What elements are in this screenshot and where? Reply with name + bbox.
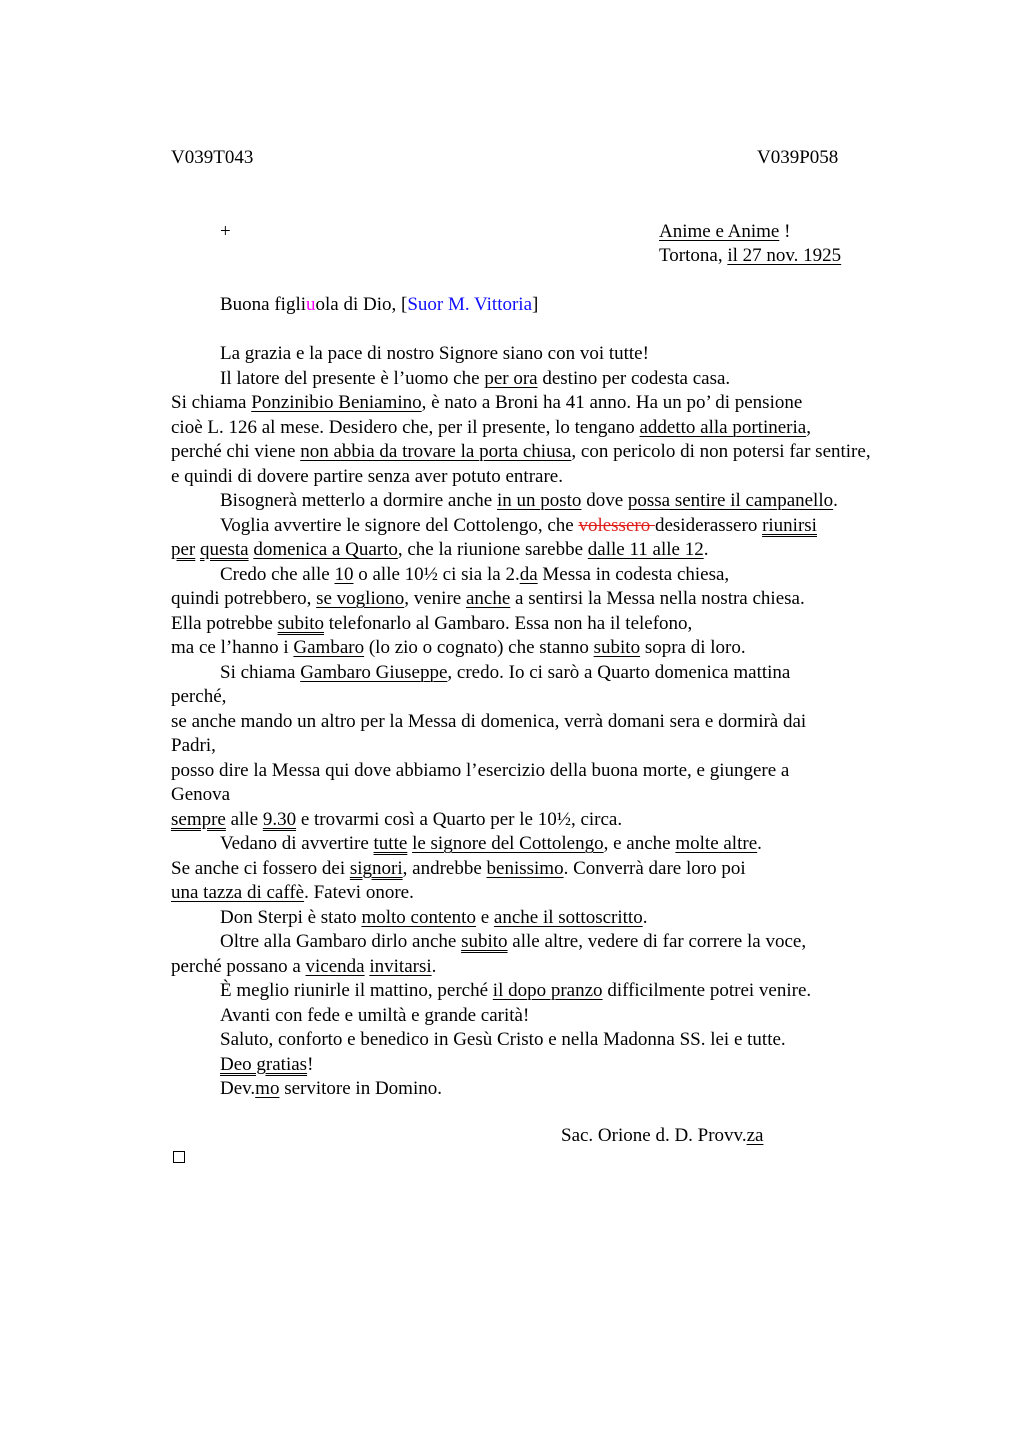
motto: Anime e Anime !	[659, 221, 791, 242]
text-line: Vedano di avvertire tutte le signore del Cottolengo, e anche molte altre.	[220, 833, 762, 854]
text-line: Padri,	[171, 735, 216, 756]
text-line: Bisognerà metterlo a dormire anche in un posto dove possa sentire il campanello.	[220, 490, 838, 511]
text-line: posso dire la Messa qui dove abbiamo l’esercizio della buona morte, e giungere a	[171, 759, 790, 781]
editorial-insertion: u	[306, 294, 316, 315]
text-line: Oltre alla Gambaro dirlo anche subito alle altre, vedere di far correre la voce,	[220, 931, 807, 952]
text-line: Il latore del presente è l’uomo che per ora destino per codesta casa.	[220, 367, 731, 389]
text-line: ma ce l’hanno i Gambaro (lo zio o cognato) che stanno subito sopra di loro.	[171, 637, 746, 658]
text-line: cioè L. 126 al mese. Desidero che, per il presente, lo tengano addetto alla portineria,	[171, 416, 811, 438]
text-line: Credo che alle 10 o alle 10½ ci sia la 2.da Messa in codesta chiesa,	[220, 563, 730, 585]
text-line: Dev.mo servitore in Domino.	[220, 1078, 442, 1099]
text-line: Ella potrebbe subito telefonarlo al Gambaro. Essa non ha il telefono,	[171, 612, 693, 634]
cross-mark: +	[220, 221, 231, 242]
text-line: una tazza di caffè. Fatevi onore.	[171, 882, 414, 903]
text-line: Si chiama Ponzinibio Beniamino, è nato a Broni ha 41 anno. Ha un po’ di pensione	[171, 392, 803, 413]
end-mark-square-icon	[173, 1151, 185, 1163]
letter-date: il 27 nov. 1925	[727, 245, 842, 266]
text-line: sempre alle 9.30 e trovarmi così a Quarto per le 10½, circa.	[171, 808, 623, 830]
text-line: Deo gratias!	[220, 1053, 314, 1075]
place-date: Tortona, il 27 nov. 1925	[659, 245, 842, 266]
text-line: È meglio riunirle il mattino, perché il dopo pranzo difficilmente potrei venire.	[220, 980, 812, 1001]
archive-code-right: V039P058	[757, 147, 839, 168]
text-line: Avanti con fede e umiltà e grande carità!	[220, 1004, 530, 1026]
struck-word: volessero	[578, 514, 655, 536]
text-line: Voglia avvertire le signore del Cottolengo, che volessero desiderassero riunirsi	[220, 514, 817, 536]
text-line: perché possano a vicenda invitarsi.	[171, 955, 437, 977]
text-line: perché chi viene non abbia da trovare la porta chiusa, con pericolo di non potersi far sentire,	[171, 441, 871, 462]
text-line: Se anche ci fossero dei signori, andrebbe benissimo. Converrà dare loro poi	[171, 857, 746, 879]
text-line: Saluto, conforto e benedico in Gesù Cristo e nella Madonna SS. lei e tutte.	[220, 1029, 786, 1050]
recipient-name: Suor M. Vittoria	[407, 294, 533, 315]
text-line: Don Sterpi è stato molto contento e anche il sottoscritto.	[220, 906, 648, 928]
signature: Sac. Orione d. D. Provv.za	[561, 1125, 764, 1146]
motto-text: Anime e Anime	[659, 221, 780, 242]
letter-body	[171, 342, 971, 1102]
text-line: se anche mando un altro per la Messa di domenica, verrà domani sera e dormirà dai	[171, 710, 807, 732]
text-line: per questa domenica a Quarto, che la riunione sarebbe dalle 11 alle 12.	[171, 539, 709, 560]
text-line: perché,	[171, 686, 227, 707]
salutation: Buona figliuola di Dio, [Suor M. Vittoria]	[220, 294, 539, 315]
archive-code-left: V039T043	[171, 147, 254, 168]
text-line: La grazia e la pace di nostro Signore siano con voi tutte!	[220, 343, 649, 364]
text-line: quindi potrebbero, se vogliono, venire anche a sentirsi la Messa nella nostra chiesa.	[171, 588, 805, 609]
text-line: Si chiama Gambaro Giuseppe, credo. Io ci sarò a Quarto domenica mattina	[220, 661, 791, 683]
text-line: Genova	[171, 784, 231, 805]
text-line: e quindi di dovere partire senza aver potuto entrare.	[171, 465, 563, 487]
